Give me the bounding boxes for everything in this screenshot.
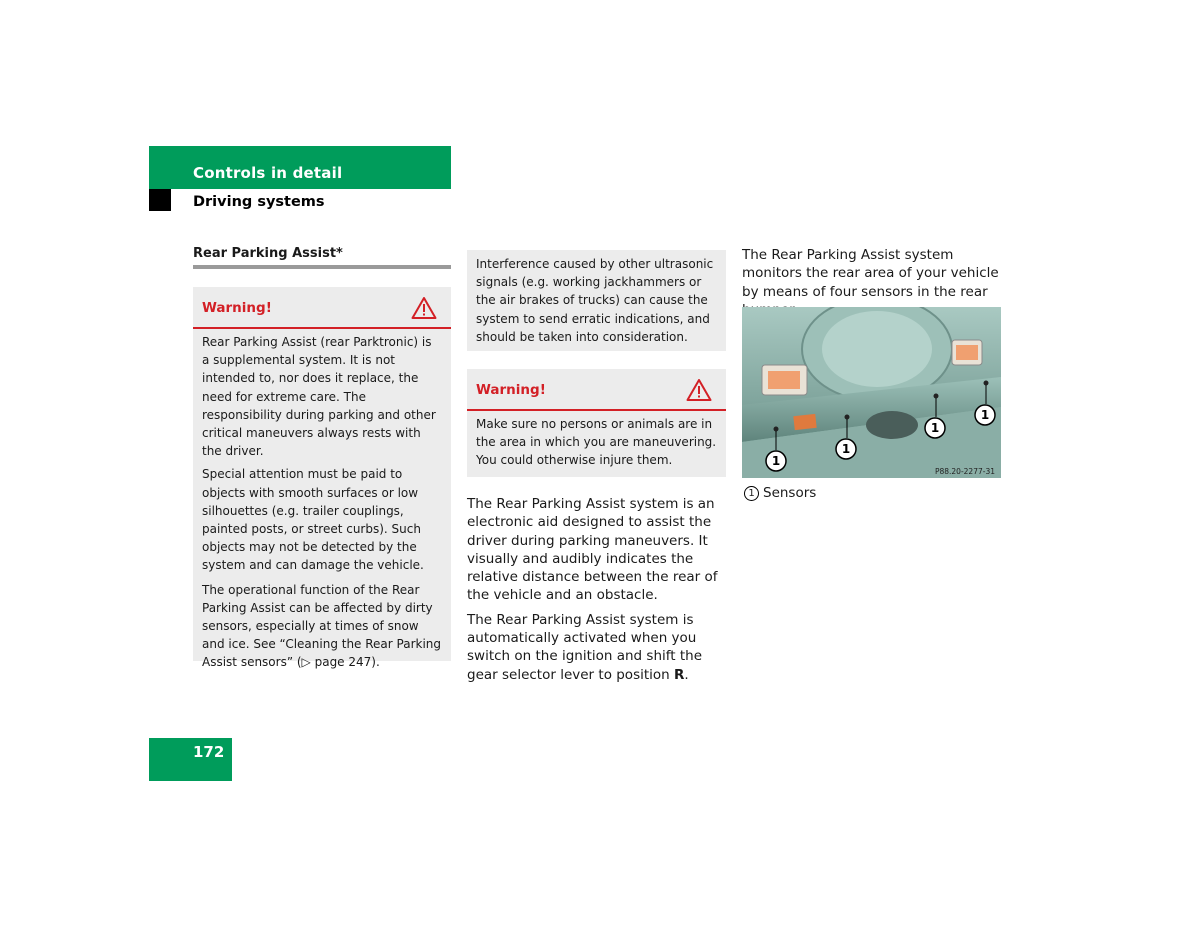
callout-number: 1 — [771, 454, 781, 468]
body-paragraph — [467, 611, 729, 684]
note-box — [467, 250, 726, 351]
warning-box-left — [193, 287, 451, 670]
warning-triangle-icon — [411, 296, 437, 320]
note-text: Interference caused by other ultrasonic signals (e.g. working jackhammers or the air brakes of trucks) can cause the system to send erratic indications, and should be taken into consideration. — [476, 257, 714, 344]
body-text: The Rear Parking Assist system is automatically activated when you switch on the ignition and shift the gear selector lever to position — [467, 611, 703, 683]
page-number: 172 — [193, 743, 225, 761]
warning-paragraph: Special attention must be paid to objects with smooth surfaces or low silhouettes (e.g. trailer couplings, painted posts, or street curbs). Such objects may not be detected by the system and can damage the vehicle. — [202, 467, 424, 573]
warning-label: Warning! — [202, 300, 272, 316]
warning-paragraph: Rear Parking Assist (rear Parktronic) is a supplemental system. It is not intended to, nor does it replace, the need for extreme care. The responsibility during parking and other critical maneuvers always rests with the driver. — [202, 335, 436, 459]
middle-body — [467, 495, 729, 684]
callout-number: 1 — [841, 442, 851, 456]
legend-item — [744, 485, 816, 501]
section-title: Driving systems — [193, 194, 325, 210]
warning-box-middle — [467, 369, 726, 477]
intro-text: The Rear Parking Assist system monitors the rear area of your vehicle by means of four sensors in the rear — [742, 247, 999, 300]
callout-number: 1 — [980, 408, 990, 422]
rear-bumper-sensors-illustration — [742, 307, 1001, 478]
warning-paragraph: The operational function of the Rear Parking Assist can be affected by dirty sensors, especially at times of snow and ice. See “Cleaning the Rear Parking Assist sensors” (▷ page 247). — [202, 582, 442, 670]
warning-text: Make sure no persons or animals are in the area in which you are maneuvering. You could otherwise injure them. — [476, 417, 717, 468]
callout-marker: 1 — [744, 486, 759, 501]
legend-label: Sensors — [763, 485, 817, 501]
body-text: . — [684, 666, 689, 683]
chapter-title: Controls in detail — [193, 164, 343, 182]
body-paragraph: The Rear Parking Assist system is an electronic aid designed to assist the driver during parking maneuvers. It visually and audibly indicates the relative distance between the rear of the vehicle and an obstacle. — [467, 496, 718, 604]
image-code: P88.20-2277-31 — [934, 467, 995, 476]
warning-triangle-icon — [686, 378, 712, 402]
warning-header — [193, 287, 451, 329]
topic-title: Rear Parking Assist* — [193, 246, 343, 261]
section-marker — [149, 189, 171, 211]
topic-rule — [193, 265, 451, 269]
gear-position: R — [674, 666, 685, 683]
callout-number: 1 — [930, 421, 940, 435]
warning-label: Warning! — [476, 382, 546, 398]
warning-header — [467, 369, 726, 411]
